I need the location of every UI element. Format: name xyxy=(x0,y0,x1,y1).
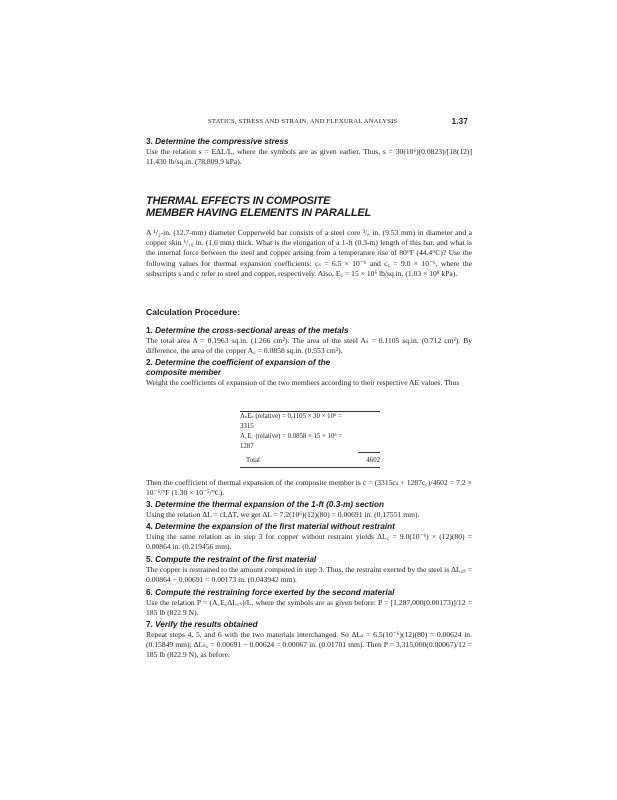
section-title xyxy=(146,195,472,219)
step-3-compressive-stress xyxy=(146,137,472,167)
step-heading: 5. Compute the restraint of the first material xyxy=(146,555,317,564)
section-title-line-2: MEMBER HAVING ELEMENTS IN PARALLEL xyxy=(146,207,372,219)
composite-coefficient-result xyxy=(146,478,472,498)
step-heading-text: Compute the restraint of the first material xyxy=(155,555,317,564)
result-text: Then the coefficient of thermal expansion of the composite member is c = (3315cₛ + 1287c꜀)/4602 = 7.2 × 10⁻⁶/°F (1.30 × 10⁻⁵/°C). xyxy=(146,478,472,498)
step-3 xyxy=(146,500,472,520)
total-value: 4602 xyxy=(366,457,380,464)
step-text: The total area A = 0.1963 sq.in. (1.266 cm²). The area of the steel Aₛ = 0.1105 sq.in. (0.712 cm²). By difference, the area of the copper A꜀ = 0.0858 sq.in. (0.553 cm²). xyxy=(146,336,472,356)
step-1 xyxy=(146,326,472,356)
step-heading: 1. Determine the cross-sectional areas of the metals xyxy=(146,326,349,335)
sum-rule xyxy=(358,452,380,453)
step-heading-text: Determine the expansion of the first material without restraint xyxy=(155,522,395,531)
step-heading-text: Determine the coefficient of expansion of the xyxy=(155,358,331,367)
step-heading-text: Determine the thermal expansion of the 1-ft (0.3-m) section xyxy=(155,500,384,509)
step-4 xyxy=(146,522,472,552)
step-text: Weight the coefficients of expansion of the two members according to their respective AE values. Thus xyxy=(146,378,460,387)
step-6 xyxy=(146,588,472,618)
calculation-procedure-heading: Calculation Procedure: xyxy=(146,307,241,317)
step-text: Use the relation P = (A꜀E꜀ΔL꜀ₛ)/L, where the symbols are as given before: P = [1,287,000(0.00173)]/12 = 185 lb (822.9 N). xyxy=(146,598,472,618)
step-heading: 7. Verify the results obtained xyxy=(146,620,258,629)
step-text: Using the same relation as in step 3 for copper without restraint yields ΔL꜀ = 9.0(10⁻⁶) × (12)(80) = 0.00864 in. (0.219456 mm). xyxy=(146,532,472,552)
table-row: AₛEₛ (relative) = 0.1105 × 30 × 10⁶ = xyxy=(240,413,342,420)
step-heading-text: Determine the compressive stress xyxy=(155,137,289,146)
running-title: STATICS, STRESS AND STRAIN, AND FLEXURAL ANALYSIS xyxy=(208,118,398,125)
section-title-line-1: THERMAL EFFECTS IN COMPOSITE xyxy=(146,195,331,207)
step-heading: 6. Compute the restraining force exerted by the second material xyxy=(146,588,395,597)
step-heading: 2. Determine the coefficient of expansion of the composite member xyxy=(146,358,331,377)
step-heading-text-line2: composite member xyxy=(146,368,222,377)
step-heading-text: Verify the results obtained xyxy=(155,620,258,629)
step-text: The copper is restrained to the amount computed in step 3. Thus, the restraint exerted by the steel is ΔL꜀ₛ = 0.00864 − 0.00691 = 0.00173 in. (0.043942 mm). xyxy=(146,565,472,585)
step-heading-text: Determine the cross-sectional areas of the metals xyxy=(155,326,349,335)
step-5 xyxy=(146,555,472,585)
problem-statement xyxy=(146,228,472,279)
step-text: Using the relation ΔL = cLΔT, we get ΔL = 7.2(10⁶)(12)(80) = 0.00691 in. (0.17551 mm). xyxy=(146,510,420,519)
table-row: 1287 xyxy=(240,443,254,450)
step-heading-text: Compute the restraining force exerted by the second material xyxy=(155,588,395,597)
step-heading: 4. Determine the expansion of the first material without restraint xyxy=(146,522,395,531)
table-row: 3315 xyxy=(240,423,254,430)
table-bottom-rule xyxy=(240,467,380,468)
table-total-row xyxy=(240,456,380,466)
step-heading: 3. Determine the compressive stress xyxy=(146,137,289,146)
step-text: Use the relation s = EΔL/L, where the symbols are as given earlier. Thus, s = 30(10⁶)(0.0823)/[18(12)] 11,430 lb/sq.in. (78,809.9 kPa). xyxy=(146,147,472,167)
step-2 xyxy=(146,358,472,388)
total-label: Total xyxy=(246,457,260,464)
problem-text: A ¹/₂-in. (12.7-mm) diameter Copperweld bar consists of a steel core ³/₈ in. (9.53 mm) in diameter and a copper skin ¹/₁₆ in. (1.6 mm) thick. What is the elongation of a 1-ft (0.3-m) length of this bar, and what is the internal force between the steel and copper arising from a temperature rise of 80°F (44.4°C)? Use the following values for thermal expansion coefficients: cₛ = 6.5 × 10⁻⁶ and c꜀ = 9.0 × 10⁻⁶, where the subscripts s and c refer to steel and copper, respectively. Also, E꜀ = 15 × 10⁶ lb/sq.in. (1.03 × 10⁸ kPa). xyxy=(146,228,472,278)
page-number: 1.37 xyxy=(451,117,468,126)
step-7 xyxy=(146,620,472,661)
step-heading: 3. Determine the thermal expansion of the 1-ft (0.3-m) section xyxy=(146,500,384,509)
step-text: Repeat steps 4, 5, and 6 with the two materials interchanged. So ΔLₛ = 6.5(10⁻⁶)(12)(80) = 0.00624 in. (0.15849 mm); ΔLₛ꜀ = 0.00691 − 0.00624 = 0.00067 in. (0.01701 mm). Then P = 3,315,000(0.00067)/12 = 185 lb (822.9 N), as before. xyxy=(146,630,472,660)
table-row: A꜀E꜀ (relative) = 0.0858 × 15 × 10⁶ = xyxy=(240,433,343,440)
relative-ae-table xyxy=(240,410,380,468)
